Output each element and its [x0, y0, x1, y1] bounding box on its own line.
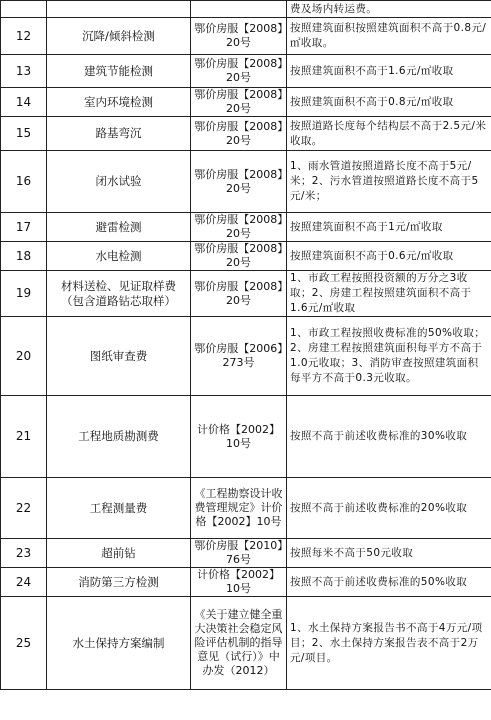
row-number-cell: 12 — [1, 18, 47, 55]
item-name-cell: 路基弯沉 — [47, 117, 191, 151]
table-row-continued — [1, 1, 491, 18]
item-name-cell: 水电检测 — [47, 242, 191, 271]
table-row — [1, 317, 491, 396]
blank-cell — [47, 1, 191, 18]
standard-cell: 按照建筑面积不高于0.8元/㎡收取 — [287, 88, 491, 117]
standard-cell: 1、雨水管道按照道路长度不高于5元/米；2、污水管道按照道路长度不高于5元/米； — [287, 151, 491, 213]
table-row — [1, 478, 491, 539]
table-row — [1, 568, 491, 597]
basis-cell: 计价格【2002】10号 — [191, 568, 287, 597]
standard-cell: 按照建筑面积不高于1.6元/㎡收取 — [287, 55, 491, 88]
standard-cell: 1、市政工程按照投资额的万分之3收取；2、房建工程按照建筑面积不高于1.6元/㎡收取 — [287, 271, 491, 317]
row-number-cell: 21 — [1, 396, 47, 478]
standard-cell: 按照建筑面积按照建筑面积不高于0.8元/㎡收取。 — [287, 18, 491, 55]
standard-cell: 按照不高于前述收费标准的20%收取 — [287, 478, 491, 539]
table-row — [1, 271, 491, 317]
table-row — [1, 242, 491, 271]
basis-cell: 鄂价房服【2008】20号 — [191, 117, 287, 151]
item-name-cell: 工程地质勘测费 — [47, 396, 191, 478]
standard-cell: 费及场内转运费。 — [287, 1, 491, 18]
item-name-cell: 超前钻 — [47, 539, 191, 568]
table-row — [1, 117, 491, 151]
blank-cell — [191, 1, 287, 18]
table-row — [1, 213, 491, 242]
basis-cell: 鄂价房服【2008】20号 — [191, 18, 287, 55]
item-name-cell: 水土保持方案编制 — [47, 597, 191, 690]
table-row — [1, 55, 491, 88]
basis-cell: 鄂价房服【2008】20号 — [191, 271, 287, 317]
row-number-cell: 16 — [1, 151, 47, 213]
table-row — [1, 396, 491, 478]
basis-cell: 计价格【2002】10号 — [191, 396, 287, 478]
basis-cell: 《工程勘察设计收费管理规定》计价格【2002】10号 — [191, 478, 287, 539]
row-number-cell: 20 — [1, 317, 47, 396]
item-name-cell: 消防第三方检测 — [47, 568, 191, 597]
basis-cell: 鄂价房服【2008】20号 — [191, 88, 287, 117]
row-number-cell: 15 — [1, 117, 47, 151]
row-number-cell: 25 — [1, 597, 47, 690]
fee-table-body — [1, 1, 491, 690]
blank-cell — [1, 1, 47, 18]
basis-cell: 鄂价房服【2008】20号 — [191, 151, 287, 213]
standard-cell: 按照道路长度每个结构层不高于2.5元/米收取。 — [287, 117, 491, 151]
basis-cell: 鄂价房服【2006】273号 — [191, 317, 287, 396]
table-row — [1, 597, 491, 690]
table-row — [1, 18, 491, 55]
row-number-cell: 23 — [1, 539, 47, 568]
row-number-cell: 19 — [1, 271, 47, 317]
standard-cell: 按照每米不高于50元收取 — [287, 539, 491, 568]
item-name-cell: 闭水试验 — [47, 151, 191, 213]
standard-cell: 按照不高于前述收费标准的30%收取 — [287, 396, 491, 478]
row-number-cell: 13 — [1, 55, 47, 88]
row-number-cell: 17 — [1, 213, 47, 242]
standard-cell: 1、市政工程按照收费标准的50%收取；2、房建工程按照建筑面积每平方不高于1.0元收取；3、消防审查按照建筑面积每平方不高于0.3元收取。 — [287, 317, 491, 396]
table-row — [1, 539, 491, 568]
basis-cell: 鄂价房服【2008】20号 — [191, 55, 287, 88]
row-number-cell: 22 — [1, 478, 47, 539]
row-number-cell: 24 — [1, 568, 47, 597]
row-number-cell: 14 — [1, 88, 47, 117]
basis-cell: 鄂价房服【2008】20号 — [191, 213, 287, 242]
item-name-cell: 建筑节能检测 — [47, 55, 191, 88]
item-name-cell: 室内环境检测 — [47, 88, 191, 117]
standard-cell: 1、水土保持方案报告书不高于4万元/项目；2、水土保持方案报告表不高于2万元/项目。 — [287, 597, 491, 690]
basis-cell: 《关于建立健全重大决策社会稳定风险评估机制的指导意见（试行）》中办发（2012） — [191, 597, 287, 690]
item-name-cell: 图纸审查费 — [47, 317, 191, 396]
item-name-cell: 材料送检、见证取样费（包含道路钻芯取样） — [47, 271, 191, 317]
item-name-cell: 避雷检测 — [47, 213, 191, 242]
table-row — [1, 151, 491, 213]
item-name-cell: 工程测量费 — [47, 478, 191, 539]
basis-cell: 鄂价房服【2008】20号 — [191, 242, 287, 271]
item-name-cell: 沉降/倾斜检测 — [47, 18, 191, 55]
basis-cell: 鄂价房服【2010】76号 — [191, 539, 287, 568]
row-number-cell: 18 — [1, 242, 47, 271]
standard-cell: 按照不高于前述收费标准的50%收取 — [287, 568, 491, 597]
table-row — [1, 88, 491, 117]
standard-cell: 按照建筑面积不高于1元/㎡收取 — [287, 213, 491, 242]
standard-cell: 按照建筑面积不高于0.6元/㎡收取 — [287, 242, 491, 271]
